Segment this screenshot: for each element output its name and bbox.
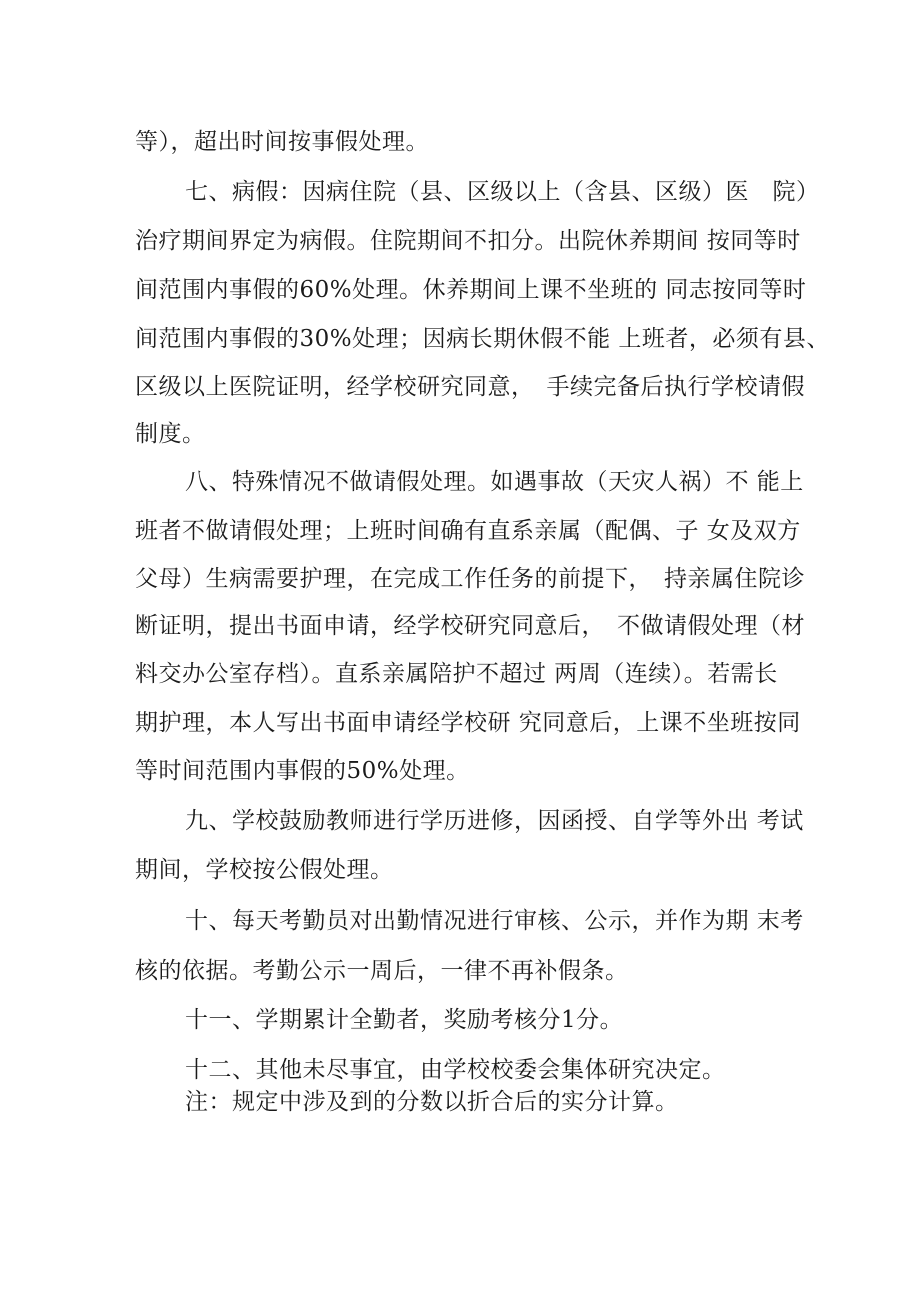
text-line: 八、特殊情况不做请假处理。如遇事故（天灾人祸）不 能上 [185, 469, 804, 495]
text-line: 制度。 [135, 421, 206, 447]
text-line: 料交办公室存档）。直系亲属陪护不超过 两周（连续）。若需长 [135, 661, 778, 687]
text-line: 班者不做请假处理；上班时间确有直系亲属（配偶、子 女及双方 [135, 518, 801, 544]
text-line: 期护理，本人写出书面申请经学校研 究同意后，上课不坐班按同 [135, 710, 801, 736]
text-line: 断证明，提出书面申请，经学校研究同意后， 不做请假处理（材 [135, 613, 805, 639]
text-line: 注：规定中涉及到的分数以折合后的实分计算。 [185, 1089, 679, 1115]
text-line: 等时间范围内事假的50%处理。 [135, 758, 470, 784]
text-line: 等），超出时间按事假处理。 [135, 129, 429, 155]
text-line: 区级以上医院证明，经学校研究同意， 手续完备后执行学校请假 [135, 374, 805, 400]
text-line: 父母）生病需要护理，在完成工作任务的前提下， 持亲属住院诊 [135, 566, 805, 592]
text-line: 十二、其他未尽事宜，由学校校委会集体研究决定。 [185, 1057, 726, 1083]
text-line: 期间，学校按公假处理。 [135, 857, 394, 883]
text-line: 十一、学期累计全勤者，奖励考核分1分。 [185, 1007, 624, 1033]
text-line: 间范围内事假的60%处理。休养期间上课不坐班的 同志按同等时 [135, 277, 807, 303]
text-line: 核的依据。考勤公示一周后，一律不再补假条。 [135, 958, 629, 984]
text-line: 十、每天考勤员对出勤情况进行审核、公示，并作为期 末考 [185, 908, 804, 934]
text-line: 间范围内事假的30%处理；因病长期休假不能 上班者，必须有县、 [135, 326, 830, 352]
text-line: 治疗期间界定为病假。住院期间不扣分。出院休养期间 按同等时 [135, 228, 801, 254]
text-line: 七、病假：因病住院（县、区级以上（含县、区级）医 院） [185, 179, 820, 205]
text-line: 九、学校鼓励教师进行学历进修，因函授、自学等外出 考试 [185, 808, 804, 834]
